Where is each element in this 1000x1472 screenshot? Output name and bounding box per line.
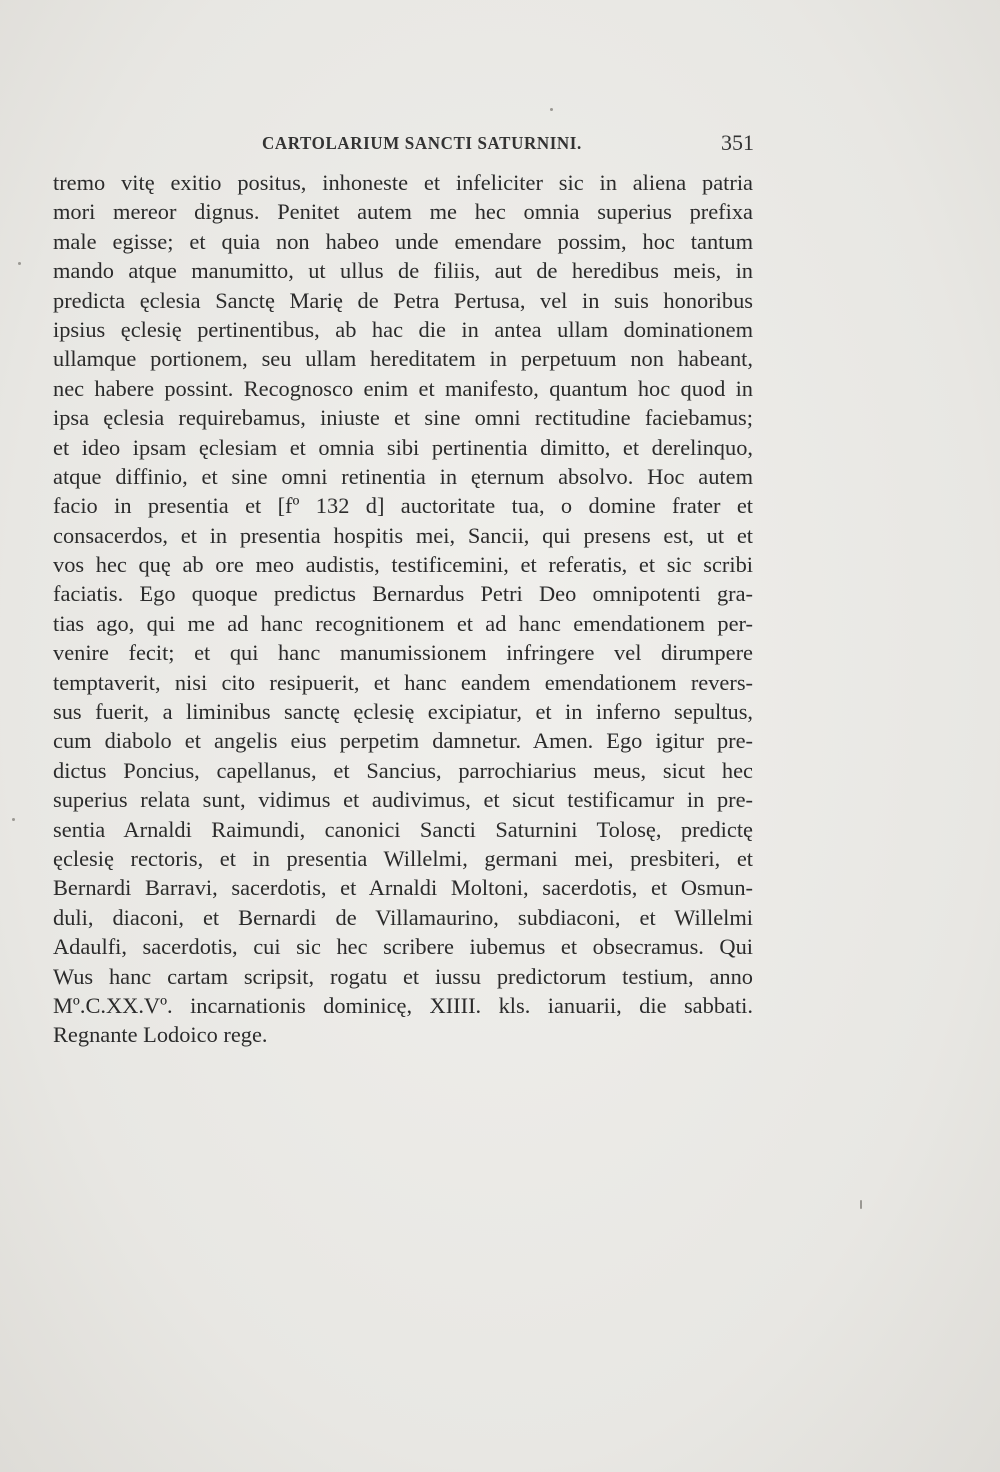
body-text [53, 168, 753, 1050]
text-line: consacerdos, et in presentia hospitis mei, Sancii, qui presens est, ut et [53, 522, 753, 548]
text-line: Adaulfi, sacerdotis, cui sic hec scribere iubemus et obsecramus. Qui [53, 934, 753, 960]
running-title: CARTOLARIUM SANCTI SATURNINI. [262, 133, 582, 154]
text-line: cum diabolo et angelis eius perpetim damnetur. Amen. Ego igitur pre- [53, 728, 753, 754]
text-line: superius relata sunt, vidimus et audivimus, et sicut testificamur in pre- [53, 787, 753, 813]
text-line: Bernardi Barravi, sacerdotis, et Arnaldi Moltoni, sacerdotis, et Osmun- [53, 875, 753, 901]
text-line: venire fecit; et qui hanc manumissionem infringere vel dirumpere [53, 640, 753, 666]
paper-speck [860, 1200, 862, 1209]
text-line: vos hec quę ab ore meo audistis, testificemini, et referatis, et sic scribi [53, 552, 753, 578]
text-line: dictus Poncius, capellanus, et Sancius, parrochiarius meus, sicut hec [53, 757, 753, 783]
text-line: temptaverit, nisi cito resipuerit, et hanc eandem emendationem revers- [53, 669, 753, 695]
text-line: faciatis. Ego quoque predictus Bernardus Petri Deo omnipotenti gra- [53, 581, 753, 607]
text-line: ęclesię rectoris, et in presentia Willelmi, germani mei, presbiteri, et [53, 845, 753, 871]
text-line: et ideo ipsam ęclesiam et omnia sibi pertinentia dimitto, et derelinquo, [53, 434, 753, 460]
text-line: atque diffinio, et sine omni retinentia in ęternum absolvo. Hoc autem [53, 463, 753, 489]
page-header [262, 130, 754, 164]
text-line: tremo vitę exitio positus, inhoneste et infeliciter sic in aliena patria [53, 170, 753, 195]
text-line: duli, diaconi, et Bernardi de Villamaurino, subdiaconi, et Willelmi [53, 904, 753, 930]
text-line: mando atque manumitto, ut ullus de filiis, aut de heredibus meis, in [53, 258, 753, 284]
text-line: Mº.C.XX.Vº. incarnationis dominicę, XIIII. kls. ianuarii, die sabbati. [53, 992, 753, 1018]
paper-speck [550, 108, 553, 111]
paper-speck [18, 262, 21, 265]
text-line: Wus hanc cartam scripsit, rogatu et iussu predictorum testium, anno [53, 963, 753, 989]
text-line: sentia Arnaldi Raimundi, canonici Sancti Saturnini Tolosę, predictę [53, 816, 753, 842]
text-line: facio in presentia et [fº 132 d] auctoritate tua, o domine frater et [53, 493, 753, 519]
text-line: ipsius ęclesię pertinentibus, ab hac die in antea ullam dominationem [53, 316, 753, 342]
text-line: predicta ęclesia Sanctę Marię de Petra Pertusa, vel in suis honoribus [53, 287, 753, 313]
text-line: ipsa ęclesia requirebamus, iniuste et sine omni rectitudine faciebamus; [53, 405, 753, 431]
text-line: nec habere possint. Recognosco enim et manifesto, quantum hoc quod in [53, 375, 753, 401]
page-number: 351 [721, 130, 754, 155]
text-line: sus fuerit, a liminibus sanctę ęclesię excipiatur, et in inferno sepultus, [53, 699, 753, 725]
text-line: male egisse; et quia non habeo unde emendare possim, hoc tantum [53, 228, 753, 254]
text-line: tias ago, qui me ad hanc recognitionem et ad hanc emendationem per- [53, 610, 753, 636]
paper-speck [12, 818, 15, 821]
text-line: Regnante Lodoico rege. [53, 1022, 268, 1048]
text-line: mori mereor dignus. Penitet autem me hec omnia superius prefixa [53, 199, 753, 225]
text-line: ullamque portionem, seu ullam hereditatem in perpetuum non habeant, [53, 346, 753, 372]
